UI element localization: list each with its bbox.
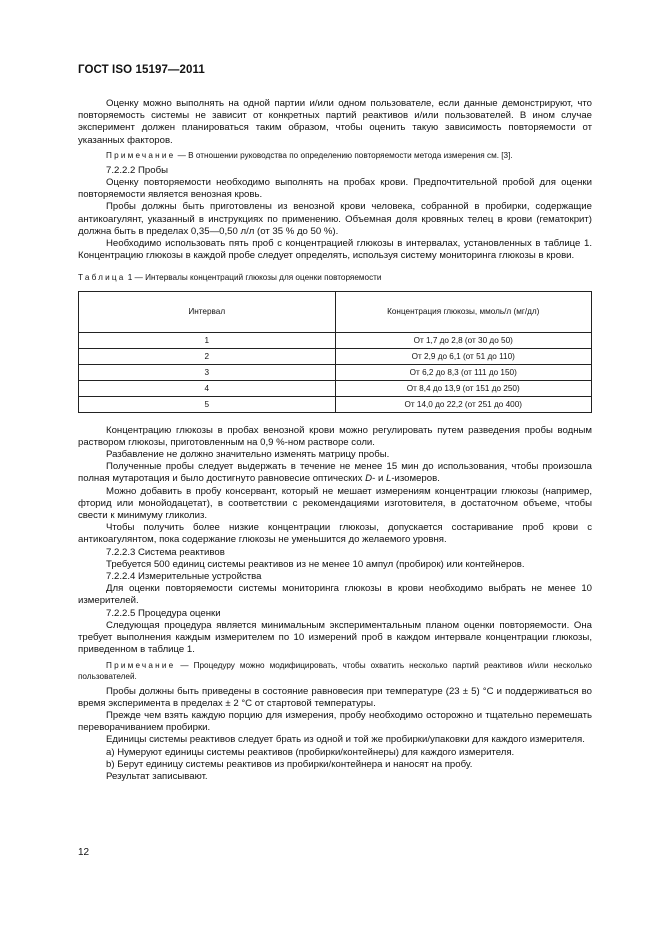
table-header-row	[79, 291, 592, 332]
table-caption	[78, 272, 592, 284]
paragraph: Пробы должны быть приготовлены из венозной крови человека, собранной в пробирки, содержащие антикоагулянт, указанный в инструкциях по применению. Объемная доля кровяных телец в крови (гематокрит) должна быть в пределах 0,35—0,50 л/л (от 35 % до 50 %).	[78, 201, 592, 237]
concentration-cell: От 6,2 до 8,3 (от 111 до 150)	[335, 364, 592, 380]
page-number: 12	[78, 847, 90, 858]
paragraph: Концентрацию глюкозы в пробах венозной крови можно регулировать путем разведения пробы водным раствором глюкозы, приготовленным на 0,9 %-ном растворе соли.	[78, 424, 592, 448]
column-header-concentration: Концентрация глюкозы, ммоль/л (мг/дл)	[335, 291, 592, 332]
concentration-cell: От 8,4 до 13,9 (от 151 до 250)	[335, 380, 592, 396]
note	[78, 150, 592, 161]
table-row	[79, 364, 592, 380]
section-heading: 7.2.2.4 Измерительные устройства	[106, 571, 262, 583]
glucose-intervals-table	[78, 291, 592, 413]
text-run: Полученные пробы следует выдержать в течение не менее 15 мин до использования, чтобы произошла полная мутаротация и было достигнуто равновесие оптических	[78, 461, 592, 485]
paragraph: Необходимо использовать пять проб с концентрацией глюкозы в интервалах, установленных в таблице 1. Концентрацию глюкозы в каждой пробе следует определять, используя систему мониторинга глюкозы в крови.	[78, 238, 592, 262]
table-row	[79, 332, 592, 348]
interval-cell: 3	[79, 364, 336, 380]
paragraph: Для оценки повторяемости системы мониторинга глюкозы в крови необходимо выбрать не менее 10 измерителей.	[78, 583, 592, 607]
table-row	[79, 348, 592, 364]
interval-cell: 2	[79, 348, 336, 364]
section-heading: 7.2.2.2 Пробы	[106, 164, 168, 176]
note-text: — В отношении руководства по определению повторяемости метода измерения см. [3].	[177, 150, 513, 160]
note	[78, 660, 592, 682]
concentration-cell: От 2,9 до 6,1 (от 51 до 110)	[335, 348, 592, 364]
paragraph	[78, 461, 592, 485]
table-caption-text: 1 — Интервалы концентраций глюкозы для оценки повторяемости	[127, 273, 382, 283]
list-item: b) Берут единицу системы реактивов из пробирки/контейнера и наносят на пробу.	[106, 758, 473, 770]
note-text: — Процедуру можно модифицировать, чтобы охватить несколько партий реактивов и/или несколько пользователей.	[78, 660, 592, 681]
list-item: a) Нумеруют единицы системы реактивов (пробирки/контейнеры) для каждого измерителя.	[106, 746, 515, 758]
paragraph: Разбавление не должно значительно изменять матрицу пробы.	[106, 449, 390, 461]
column-header-interval: Интервал	[79, 291, 336, 332]
paragraph: Требуется 500 единиц системы реактивов из не менее 10 ампул (пробирок) или контейнеров.	[106, 558, 525, 570]
text-run: -изомеров.	[391, 473, 440, 485]
interval-cell: 4	[79, 380, 336, 396]
paragraph: Результат записывают.	[106, 770, 208, 782]
paragraph: Оценку можно выполнять на одной партии и/или одном пользователе, если данные демонстрируют, что повторяемость системы не зависит от конкретных партий реактивов и/или пользователей. В ином случае эксперимент должен планироваться таким образом, чтобы оценить такую зависимость повторяемости от указанных факторов.	[78, 98, 592, 146]
paragraph: Оценку повторяемости необходимо выполнять на пробах крови. Предпочтительной пробой для оценки повторяемости является венозная кровь.	[78, 177, 592, 201]
interval-cell: 1	[79, 332, 336, 348]
paragraph: Прежде чем взять каждую порцию для измерения, пробу необходимо осторожно и тщательно перемешать переворачиванием пробирки.	[78, 709, 592, 734]
paragraph: Единицы системы реактивов следует брать из одной и той же пробирки/упаковки для каждого измерителя.	[106, 734, 585, 746]
paragraph: Пробы должны быть приведены в состояние равновесия при температуре (23 ± 5) °C и поддерживаться во время эксперимента в пределах ± 2 °C от стартовой температуры.	[78, 685, 592, 709]
section-heading: 7.2.2.3 Система реактивов	[106, 546, 225, 558]
concentration-cell: От 1,7 до 2,8 (от 30 до 50)	[335, 332, 592, 348]
paragraph: Чтобы получить более низкие концентрации глюкозы, допускается состаривание проб крови с антикоагулянтом, пока содержание глюкозы не уменьшится до желаемого уровня.	[78, 522, 592, 546]
text-run-italic: L	[385, 473, 392, 485]
concentration-cell: От 14,0 до 22,2 (от 251 до 400)	[335, 396, 592, 412]
table-row	[79, 380, 592, 396]
text-run-italic: D	[365, 473, 373, 485]
interval-cell: 5	[79, 396, 336, 412]
paragraph: Следующая процедура является минимальным экспериментальным планом оценки повторяемости. Она требует выполнения каждым измерителем по 10 измерений проб в каждом интервале концентрации глюкозы, приведенном в таблице 1.	[78, 619, 592, 656]
paragraph: Можно добавить в пробу консервант, который не мешает измерениям концентрации глюкозы (например, фторид или монойодацетат), в соответствии с рекомендациями изготовителя, в достаточном объеме, чтобы свести к минимуму гликолиз.	[78, 485, 592, 522]
note-label: Примечание	[106, 660, 176, 670]
page-body	[78, 98, 592, 783]
note-label: Примечание	[106, 150, 176, 160]
text-run: - и	[372, 473, 386, 485]
table-caption-label: Таблица	[78, 273, 126, 283]
table-row	[79, 396, 592, 412]
section-heading: 7.2.2.5 Процедура оценки	[106, 607, 221, 619]
document-header: ГОСТ ISO 15197—2011	[78, 64, 205, 76]
